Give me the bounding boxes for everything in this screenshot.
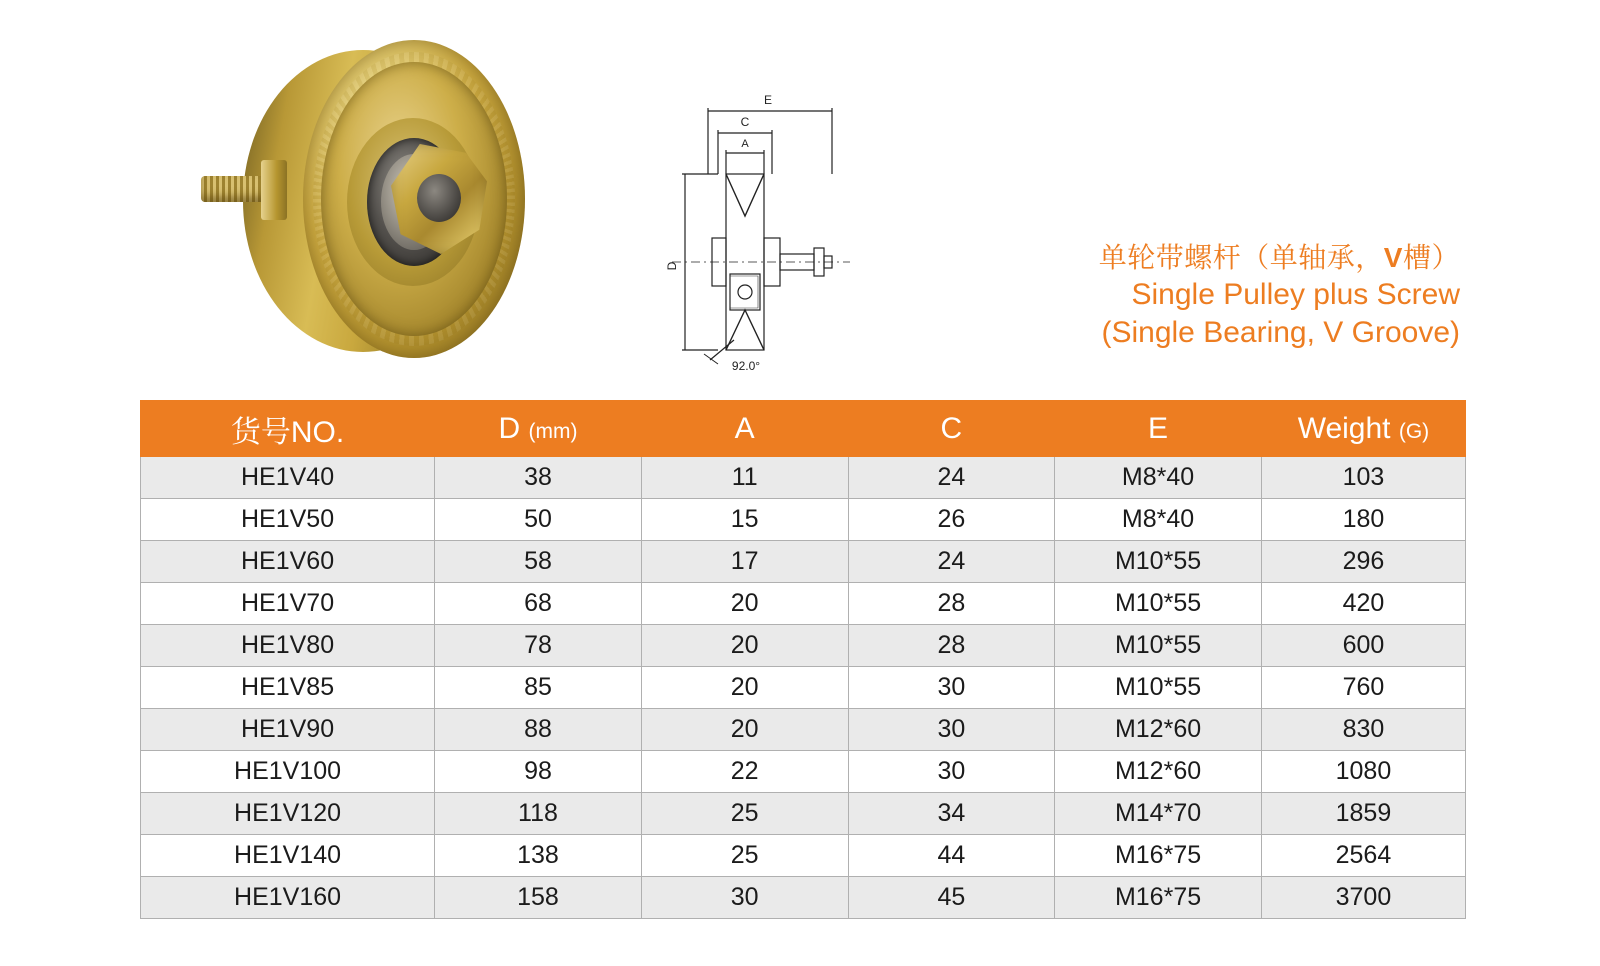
table-row: [141, 793, 1466, 835]
cell-c: 24: [848, 457, 1055, 499]
spec-table-header-row: [141, 401, 1466, 457]
screw-collar: [261, 160, 287, 220]
spec-table-body: [141, 457, 1466, 919]
product-title-cn-v: V: [1383, 242, 1403, 273]
column-header-e-text: E: [1148, 411, 1169, 445]
cell-part-no: HE1V85: [141, 667, 435, 709]
cell-part-no: HE1V60: [141, 541, 435, 583]
cell-e: M12*60: [1055, 709, 1262, 751]
cell-c: 30: [848, 751, 1055, 793]
cell-e: M8*40: [1055, 499, 1262, 541]
spec-table: [140, 400, 1466, 919]
cell-d: 158: [435, 877, 642, 919]
cell-a: 11: [641, 457, 848, 499]
cell-e: M8*40: [1055, 457, 1262, 499]
cell-a: 22: [641, 751, 848, 793]
cell-weight: 103: [1261, 457, 1465, 499]
column-header-c: [848, 401, 1055, 457]
product-title-cn-suffix: 槽）: [1402, 242, 1460, 273]
cell-weight: 180: [1261, 499, 1465, 541]
cell-part-no: HE1V80: [141, 625, 435, 667]
cell-a: 20: [641, 709, 848, 751]
cell-a: 20: [641, 625, 848, 667]
cell-part-no: HE1V100: [141, 751, 435, 793]
cell-c: 24: [848, 541, 1055, 583]
dimension-label-d: D: [665, 261, 679, 271]
product-title-en-line1: Single Pulley plus Screw: [1131, 277, 1460, 311]
cell-part-no: HE1V90: [141, 709, 435, 751]
column-header-a: [641, 401, 848, 457]
cell-weight: 3700: [1261, 877, 1465, 919]
table-row: [141, 583, 1466, 625]
cell-d: 118: [435, 793, 642, 835]
cell-e: M10*55: [1055, 625, 1262, 667]
table-row: [141, 625, 1466, 667]
cell-weight: 2564: [1261, 835, 1465, 877]
column-header-d-unit: (mm): [528, 419, 578, 443]
cell-part-no: HE1V160: [141, 877, 435, 919]
cell-d: 78: [435, 625, 642, 667]
cell-part-no: HE1V140: [141, 835, 435, 877]
cell-a: 20: [641, 667, 848, 709]
cell-e: M16*75: [1055, 835, 1262, 877]
cell-e: M16*75: [1055, 877, 1262, 919]
pulley-assembly-image: [195, 32, 525, 362]
table-row: [141, 667, 1466, 709]
dimension-label-e: E: [763, 93, 773, 107]
column-header-weight-unit: (G): [1398, 419, 1430, 443]
column-header-part-no: [141, 401, 435, 457]
dimension-label-c: C: [740, 115, 750, 129]
cell-d: 88: [435, 709, 642, 751]
cell-a: 25: [641, 793, 848, 835]
cell-d: 138: [435, 835, 642, 877]
cell-weight: 760: [1261, 667, 1465, 709]
cell-weight: 296: [1261, 541, 1465, 583]
column-header-e: [1055, 401, 1262, 457]
cell-part-no: HE1V50: [141, 499, 435, 541]
product-title-cn-prefix: 单轮带螺杆（单轴承，: [1098, 242, 1384, 273]
product-photo: [150, 20, 570, 370]
cell-a: 17: [641, 541, 848, 583]
cell-part-no: HE1V120: [141, 793, 435, 835]
cell-a: 20: [641, 583, 848, 625]
cell-c: 45: [848, 877, 1055, 919]
cell-d: 38: [435, 457, 642, 499]
product-title-cn: [1099, 240, 1460, 276]
cell-c: 34: [848, 793, 1055, 835]
cell-weight: 1080: [1261, 751, 1465, 793]
cell-a: 15: [641, 499, 848, 541]
table-row: [141, 499, 1466, 541]
cell-weight: 420: [1261, 583, 1465, 625]
cell-e: M14*70: [1055, 793, 1262, 835]
cell-c: 26: [848, 499, 1055, 541]
product-title-en-line2: (Single Bearing, V Groove): [1101, 316, 1460, 350]
column-header-weight-text: Weight: [1297, 411, 1391, 445]
cell-c: 30: [848, 667, 1055, 709]
cell-d: 68: [435, 583, 642, 625]
cell-d: 98: [435, 751, 642, 793]
cell-c: 28: [848, 583, 1055, 625]
cell-e: M10*55: [1055, 667, 1262, 709]
technical-drawing-svg: [660, 78, 860, 378]
table-row: [141, 877, 1466, 919]
cell-a: 25: [641, 835, 848, 877]
column-header-d-text: D: [498, 411, 521, 445]
table-row: [141, 709, 1466, 751]
dimension-label-a: A: [741, 138, 749, 150]
column-header-weight: [1261, 401, 1465, 457]
column-header-part-no-text: 货号NO.: [230, 415, 345, 449]
cell-a: 30: [641, 877, 848, 919]
cell-e: M10*55: [1055, 583, 1262, 625]
table-row: [141, 751, 1466, 793]
spec-table-wrapper: [140, 400, 1466, 919]
table-row: [141, 541, 1466, 583]
column-header-c-text: C: [940, 411, 963, 445]
cell-weight: 1859: [1261, 793, 1465, 835]
cell-d: 50: [435, 499, 642, 541]
cell-c: 30: [848, 709, 1055, 751]
cell-part-no: HE1V40: [141, 457, 435, 499]
cell-weight: 600: [1261, 625, 1465, 667]
dimension-label-angle: 92.0°: [731, 359, 761, 373]
cell-c: 28: [848, 625, 1055, 667]
cell-c: 44: [848, 835, 1055, 877]
cell-d: 85: [435, 667, 642, 709]
cell-e: M12*60: [1055, 751, 1262, 793]
cell-e: M10*55: [1055, 541, 1262, 583]
technical-drawing: [660, 78, 860, 378]
product-title-block: [1099, 240, 1460, 353]
table-row: [141, 835, 1466, 877]
table-row: [141, 457, 1466, 499]
cell-d: 58: [435, 541, 642, 583]
cell-weight: 830: [1261, 709, 1465, 751]
column-header-d: [435, 401, 642, 457]
column-header-a-text: A: [734, 411, 755, 445]
cell-part-no: HE1V70: [141, 583, 435, 625]
